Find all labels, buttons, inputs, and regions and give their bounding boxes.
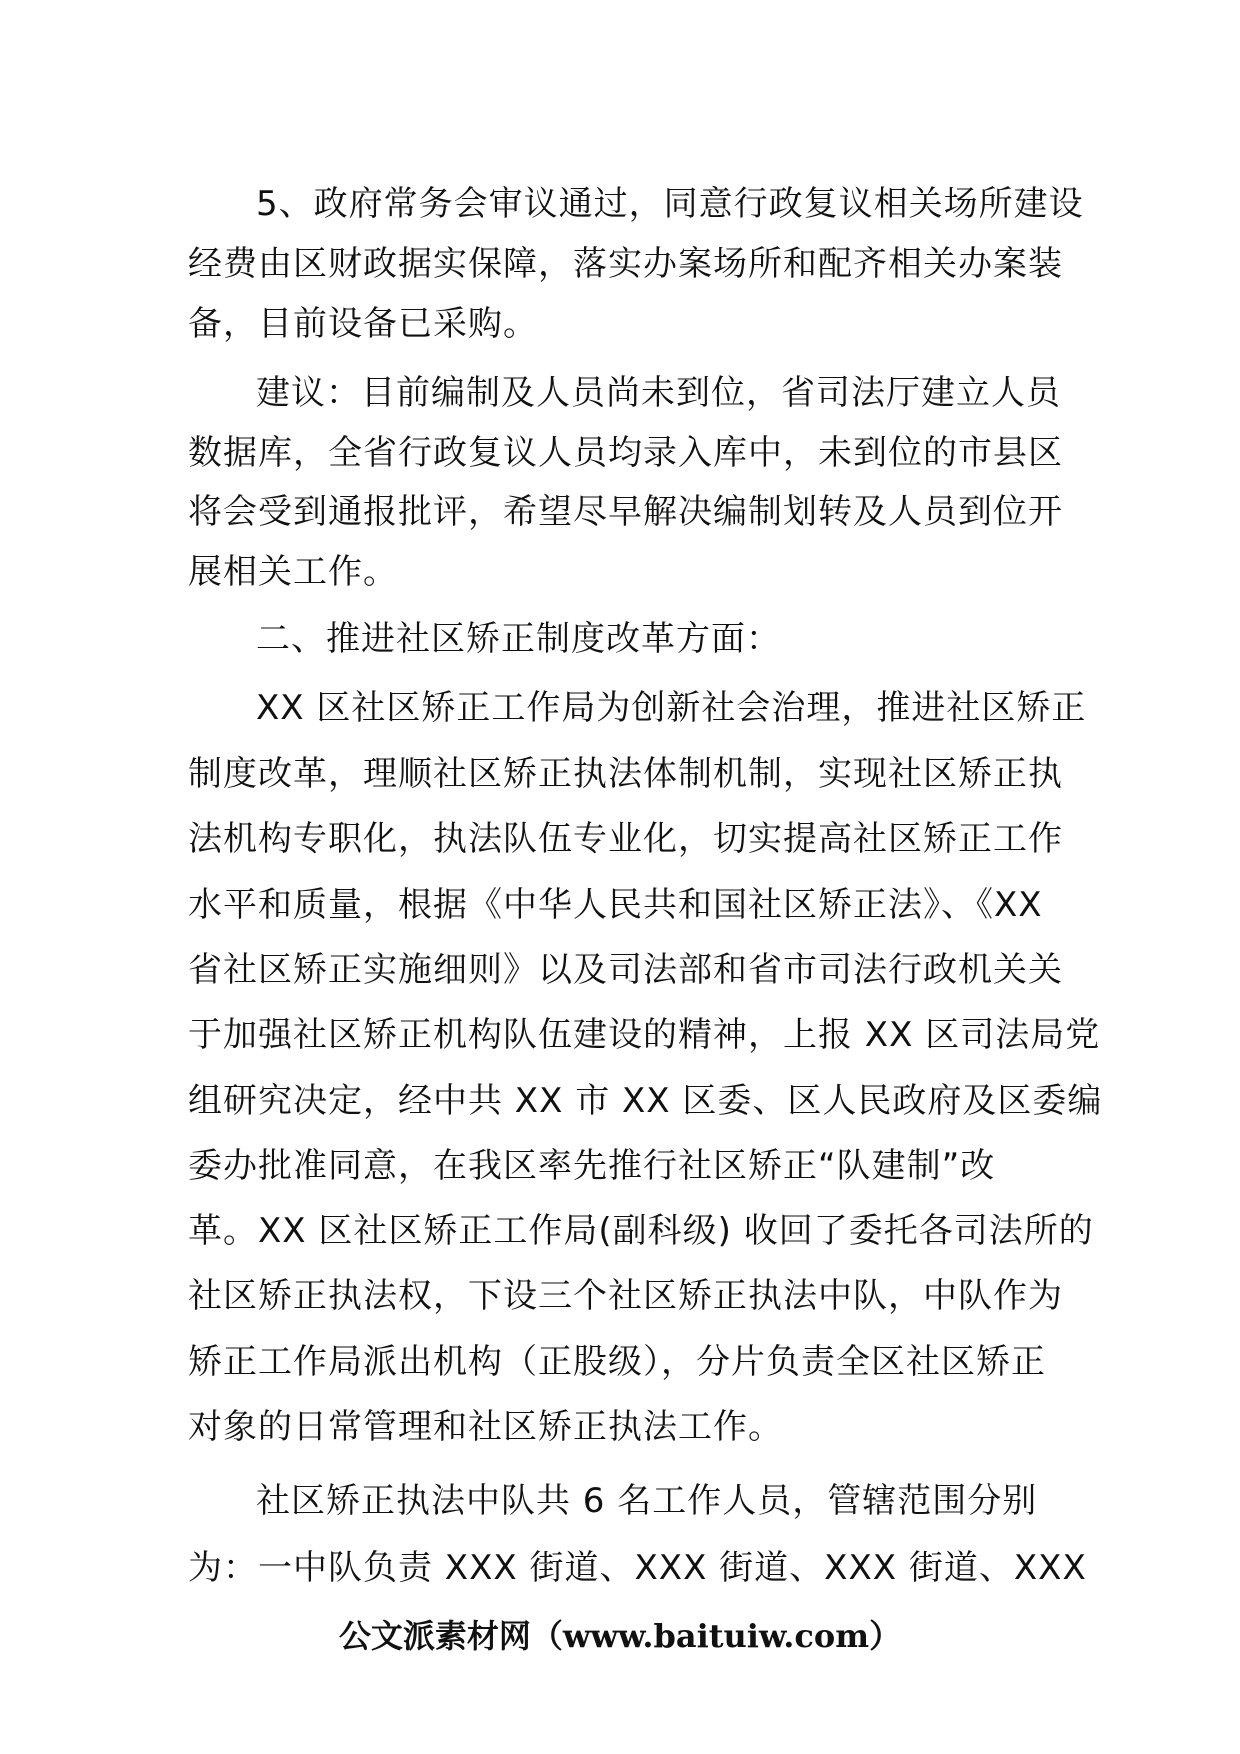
text-line-5: 数据库，全省行政复议人员均录入库中，未到位的市县区 [188, 433, 1063, 473]
text-line-8: 二、推进社区矫正制度改革方面： [256, 619, 781, 659]
text-line-21: 社区矫正执法中队共 6 名工作人员，管辖范围分别 [256, 1481, 1038, 1521]
text-line-10: 制度改革，理顺社区矫正执法体制机制，实现社区矫正执 [188, 754, 1063, 794]
text-line-4: 建议：目前编制及人员尚未到位，省司法厅建立人员 [256, 373, 1061, 413]
text-line-20: 对象的日常管理和社区矫正执法工作。 [188, 1407, 783, 1447]
text-line-22: 为：一中队负责 XXX 街道、XXX 街道、XXX 街道、XXX [188, 1548, 1087, 1588]
text-line-1: 5、政府常务会审议通过，同意行政复议相关场所建设 [256, 184, 1084, 224]
text-line-14: 于加强社区矫正机构队伍建设的精神，上报 XX 区司法局党 [188, 1015, 1101, 1055]
text-line-16: 委办批准同意，在我区率先推行社区矫正“队建制”改 [188, 1146, 996, 1186]
text-line-6: 将会受到通报批评，希望尽早解决编制划转及人员到位开 [188, 492, 1063, 532]
text-line-9: XX 区社区矫正工作局为创新社会治理，推进社区矫正 [256, 688, 1087, 728]
footer-watermark: 公文派素材网（www.baituiw.com） [338, 1617, 902, 1655]
text-line-15: 组研究决定，经中共 XX 市 XX 区委、区人民政府及区委编 [188, 1081, 1103, 1121]
text-line-3: 备，目前设备已采购。 [188, 304, 538, 344]
text-line-17: 革。XX 区社区矫正工作局(副科级) 收回了委托各司法所的 [188, 1211, 1094, 1251]
text-line-13: 省社区矫正实施细则》以及司法部和省市司法行政机关关 [188, 950, 1063, 990]
text-line-7: 展相关工作。 [188, 552, 398, 592]
text-line-18: 社区矫正执法权，下设三个社区矫正执法中队，中队作为 [188, 1276, 1063, 1316]
text-line-12: 水平和质量，根据《中华人民共和国社区矫正法》、《XX [188, 885, 1043, 925]
text-line-11: 法机构专职化，执法队伍专业化，切实提高社区矫正工作 [188, 819, 1063, 859]
text-line-2: 经费由区财政据实保障，落实办案场所和配齐相关办案装 [188, 244, 1063, 284]
text-line-19: 矫正工作局派出机构（正股级），分片负责全区社区矫正 [188, 1342, 1046, 1382]
